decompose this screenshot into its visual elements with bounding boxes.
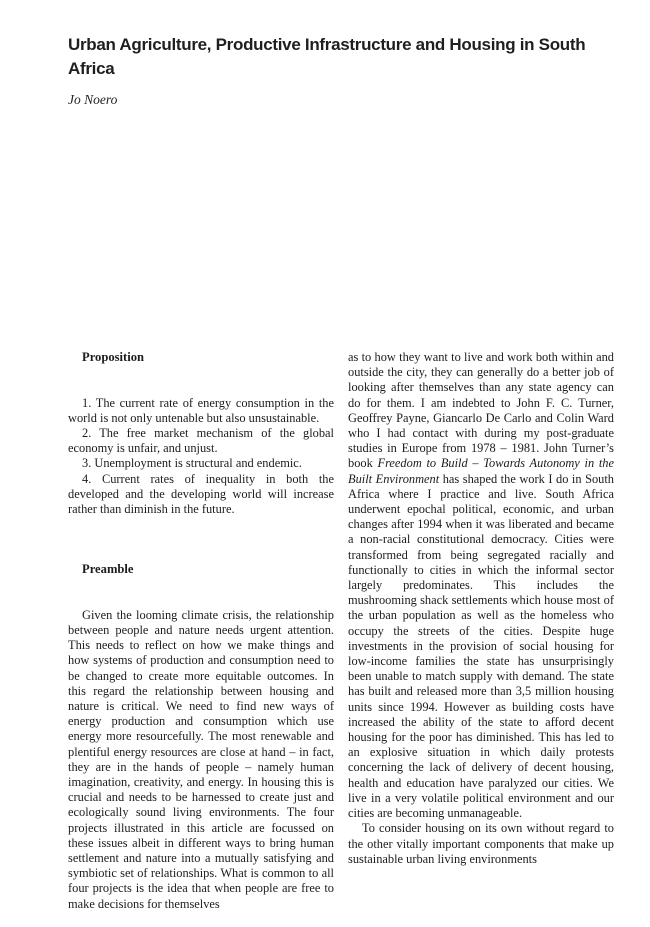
continued-text-b: has shaped the work I do in South Africa where I practice and live. South Africa underwent epochal political, economic, and urban changes after 1994 when it was liberated and became a non-racial constitutional democracy. Cities were transformed from being segregated racially and functionally to cities in which the informal sector largely predominates. This includes the mushrooming shack settlements which house most of the urban population as well as the homeless who occupy the streets of the cities. Despite huge investments in the provision of social housing for low-income families the state has unsurprisingly been unable to match supply with demand. The state has built and released more than 3,5 million housing units since 1994. However as building costs have increased the ability of the state to afford decent housing for the poor has diminished. This has led to an explosive situation in which daily protests concerning the lack of delivery of decent housing, health and education have paralyzed our cities. We live in a very volatile political environment and our cities are becoming unmanageable. [348, 471, 614, 821]
proposition-item-1: 1. The current rate of energy consumption in the world is not only untenable but also unsustainable. [68, 395, 334, 425]
proposition-item-2: 2. The free market mechanism of the global economy is unfair, and unjust. [68, 425, 334, 456]
preamble-paragraph-1: Given the looming climate crisis, the relationship between people and nature needs urgent attention. This needs to reflect on how we make things and how systems of production and consumption need to be changed to create more equitable outcomes. In this regard the relationship between housing and nature is critical. We need to find new ways of energy production and consumption which use energy more resourcefully. The most renewable and plentiful energy resources are close at hand – in fact, they are in the hands of people – namely human imagination, creativity, and energy. In housing this is crucial and needs to be harnessed to create just and ecologically sound living environments. The four projects illustrated in this article are focussed on these issues albeit in different ways to bring human settlement and nature into a mutually satisfying and symbiotic set of relationships. What is common to all four projects is the idea that when people are free to make decisions for themselves [68, 607, 334, 911]
preamble-paragraph-1-continued [348, 350, 614, 821]
book-title: Freedom to Build – Towards Autonomy in the Built Environment [348, 456, 614, 486]
preamble-heading: Preamble [82, 562, 134, 577]
right-column [348, 350, 614, 867]
article-title: Urban Agriculture, Productive Infrastructure and Housing in South Africa [68, 35, 586, 78]
author-name: Jo Noero [68, 92, 118, 107]
preamble-paragraph-2: To consider housing on its own without regard to the other vitally important components that make up sustainable urban living environments [348, 821, 614, 866]
continued-text-a: as to how they want to live and work both within and outside the city, they can generally do a better job of looking after themselves than any state agency can do for them. I am indebted to John F. C. Turner, Geoffrey Payne, Giancarlo De Carlo and Colin Ward who I had contact with during my post-graduate studies in Europe from 1978 – 1981. John Turner’s book [348, 350, 614, 471]
proposition-item-3: 3. Unemployment is structural and endemic. [82, 456, 302, 471]
left-column [68, 350, 334, 912]
proposition-heading: Proposition [82, 350, 145, 364]
proposition-item-4: 4. Current rates of inequality in both the developed and the developing world will increase rather than diminish in the future. [68, 471, 334, 516]
